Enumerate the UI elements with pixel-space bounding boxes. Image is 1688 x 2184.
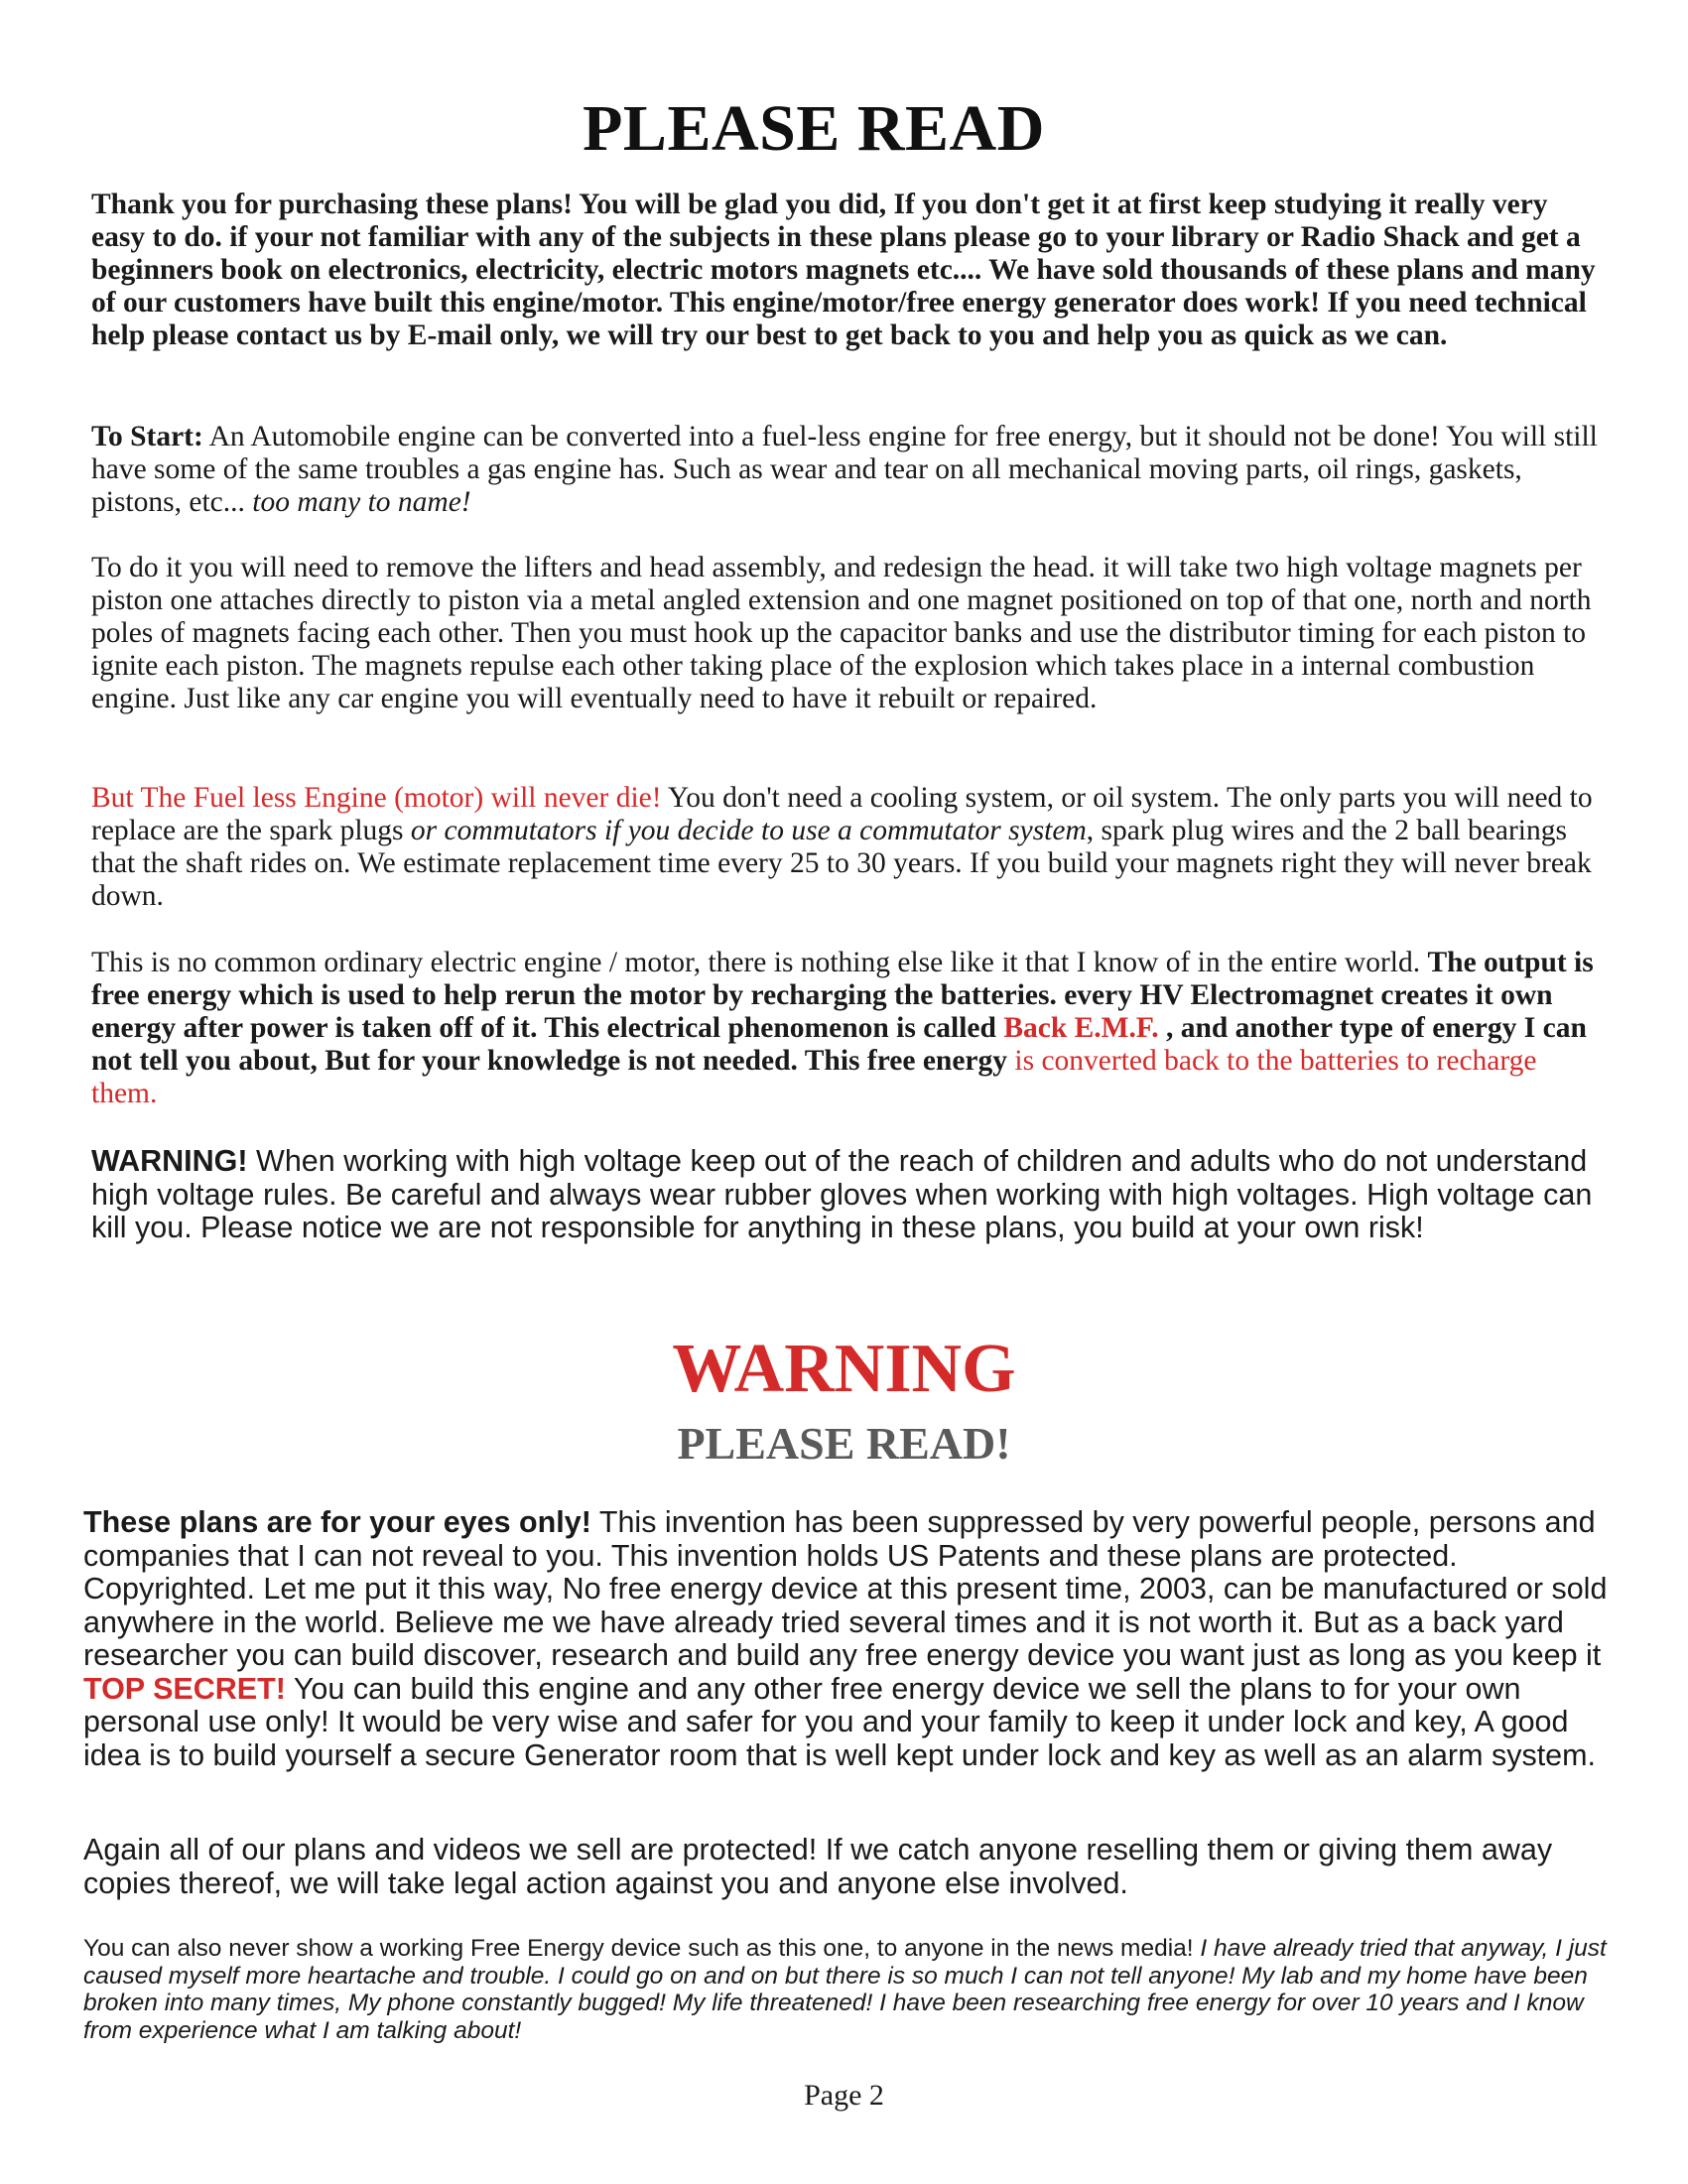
fuel-less-paragraph (91, 782, 1600, 913)
warning-heading: WARNING (672, 1331, 1016, 1407)
plans-text-1: This invention has been suppressed by very powerful people, persons and companies that I can not reveal to you. This invention holds US Patents and these plans are protected. Copyrighted. Let me put it this way, No free energy device at this present time, 2003, can be manufactured or sold anywhere in the world. Believe me we have already tried several times and it is not worth it. But as a back yard researcher you can build discover, research and build any free energy device you want just as long as you keep it (83, 1505, 1608, 1672)
plans-bold-lead: These plans are for your eyes only! (83, 1505, 591, 1539)
news-media-text: You can also never show a working Free Energy device such as this one, to anyone in the news media! (83, 1935, 1201, 1962)
protection-paragraph: Again all of our plans and videos we sell are protected! If we catch anyone reselling them or giving them away copies thereof, we will take legal action against you and anyone else involved. (83, 1833, 1553, 1900)
fuel-less-text-2: , spark plug wires and the 2 ball bearings that the shaft rides on. We estimate replacement time every 25 to 30 years. If you build your magnets right they will never break down. (91, 815, 1592, 912)
to-start-label: To Start: (91, 421, 203, 452)
news-media-paragraph (83, 1935, 1612, 2044)
warning-label: WARNING! (91, 1144, 248, 1178)
to-start-text: An Automobile engine can be converted into a fuel-less engine for free energy, but it should not be done! You will still have some of the same troubles a gas engine has. Such as wear and tear on all mechanical moving parts, oil rings, gaskets, pistons, etc... (91, 421, 1598, 518)
common-engine-paragraph (91, 947, 1600, 1110)
high-voltage-warning-paragraph (91, 1145, 1600, 1245)
page-number: Page 2 (804, 2079, 884, 2112)
fuel-less-italic: or commutators if you decide to use a commutator system (410, 815, 1087, 846)
please-read-subheading: PLEASE READ! (677, 1418, 1011, 1469)
intro-paragraph: Thank you for purchasing these plans! You will be glad you did, If you don't get it at first keep studying it really very easy to do. if your not familiar with any of the subjects in these plans please go to your library or Radio Shack and get a beginners book on electronics, electricity, electric motors magnets etc.... We have sold thousands of these plans and many of our customers have built this engine/motor. This engine/motor/free energy generator does work! If you need technical help please contact us by E-mail only, we will try our best to get back to you and help you as quick as we can. (91, 189, 1596, 351)
fuel-less-red-text: But The Fuel less Engine (motor) will never die! (91, 782, 662, 814)
fuel-less-text-1: You don't need a cooling system, or oil system. The only parts you will need to replace are the spark plugs (91, 782, 1593, 846)
plans-text-2: You can build this engine and any other free energy device we sell the plans to for your own personal use only! It would be very wise and safer for you and your family to keep it under lock and key, A good idea is to build yourself a secure Generator room that is well kept under lock and key as well as an alarm system. (83, 1671, 1597, 1772)
common-bold-2: , and another type of energy I can not tell you about, But for your knowledge is not needed. This free energy (91, 1012, 1587, 1077)
to-start-italic: too many to name! (252, 486, 471, 518)
common-bold-1: The output is free energy which is used to help rerun the motor by recharging the batteries. every HV Electromagnet creates it own energy after power is taken off of it. This electrical phenomenon is called (91, 947, 1594, 1044)
page-title: PLEASE READ (583, 92, 1045, 165)
top-secret-term: TOP SECRET! (83, 1671, 286, 1706)
back-emf-term: Back E.M.F. (1003, 1012, 1159, 1044)
to-do-paragraph: To do it you will need to remove the lifters and head assembly, and redesign the head. it will take two high voltage magnets per piston one attaches directly to piston via a metal angled extension and one magnet positioned on top of that one, north and north poles of magnets facing each other. Then you must hook up the capacitor banks and use the distributor timing for each piston to ignite each piston. The magnets repulse each other taking place of the explosion which takes place in a internal combustion engine. Just like any car engine you will eventually need to have it rebuilt or repaired. (91, 552, 1592, 714)
to-start-paragraph (91, 421, 1600, 519)
common-text: This is no common ordinary electric engine / motor, there is nothing else like it that I know of in the entire world. (91, 947, 1428, 978)
warning-text: When working with high voltage keep out of the reach of children and adults who do not understand high voltage rules. Be careful and always wear rubber gloves when working with high voltages. High voltage can kill you. Please notice we are not responsible for anything in these plans, you build at your own risk! (91, 1144, 1593, 1244)
news-media-italic: I have already tried that anyway, I just caused myself more heartache and trouble. I could go on and on but there is so much I can not tell anyone! My lab and my home have been broken into many times, My phone constantly bugged! My life threatened! I have been researching free energy for over 10 years and I know from experience what I am talking about! (83, 1935, 1607, 2044)
plans-secrecy-paragraph (83, 1506, 1612, 1772)
common-red-tail: is converted back to the batteries to recharge them. (91, 1045, 1537, 1109)
